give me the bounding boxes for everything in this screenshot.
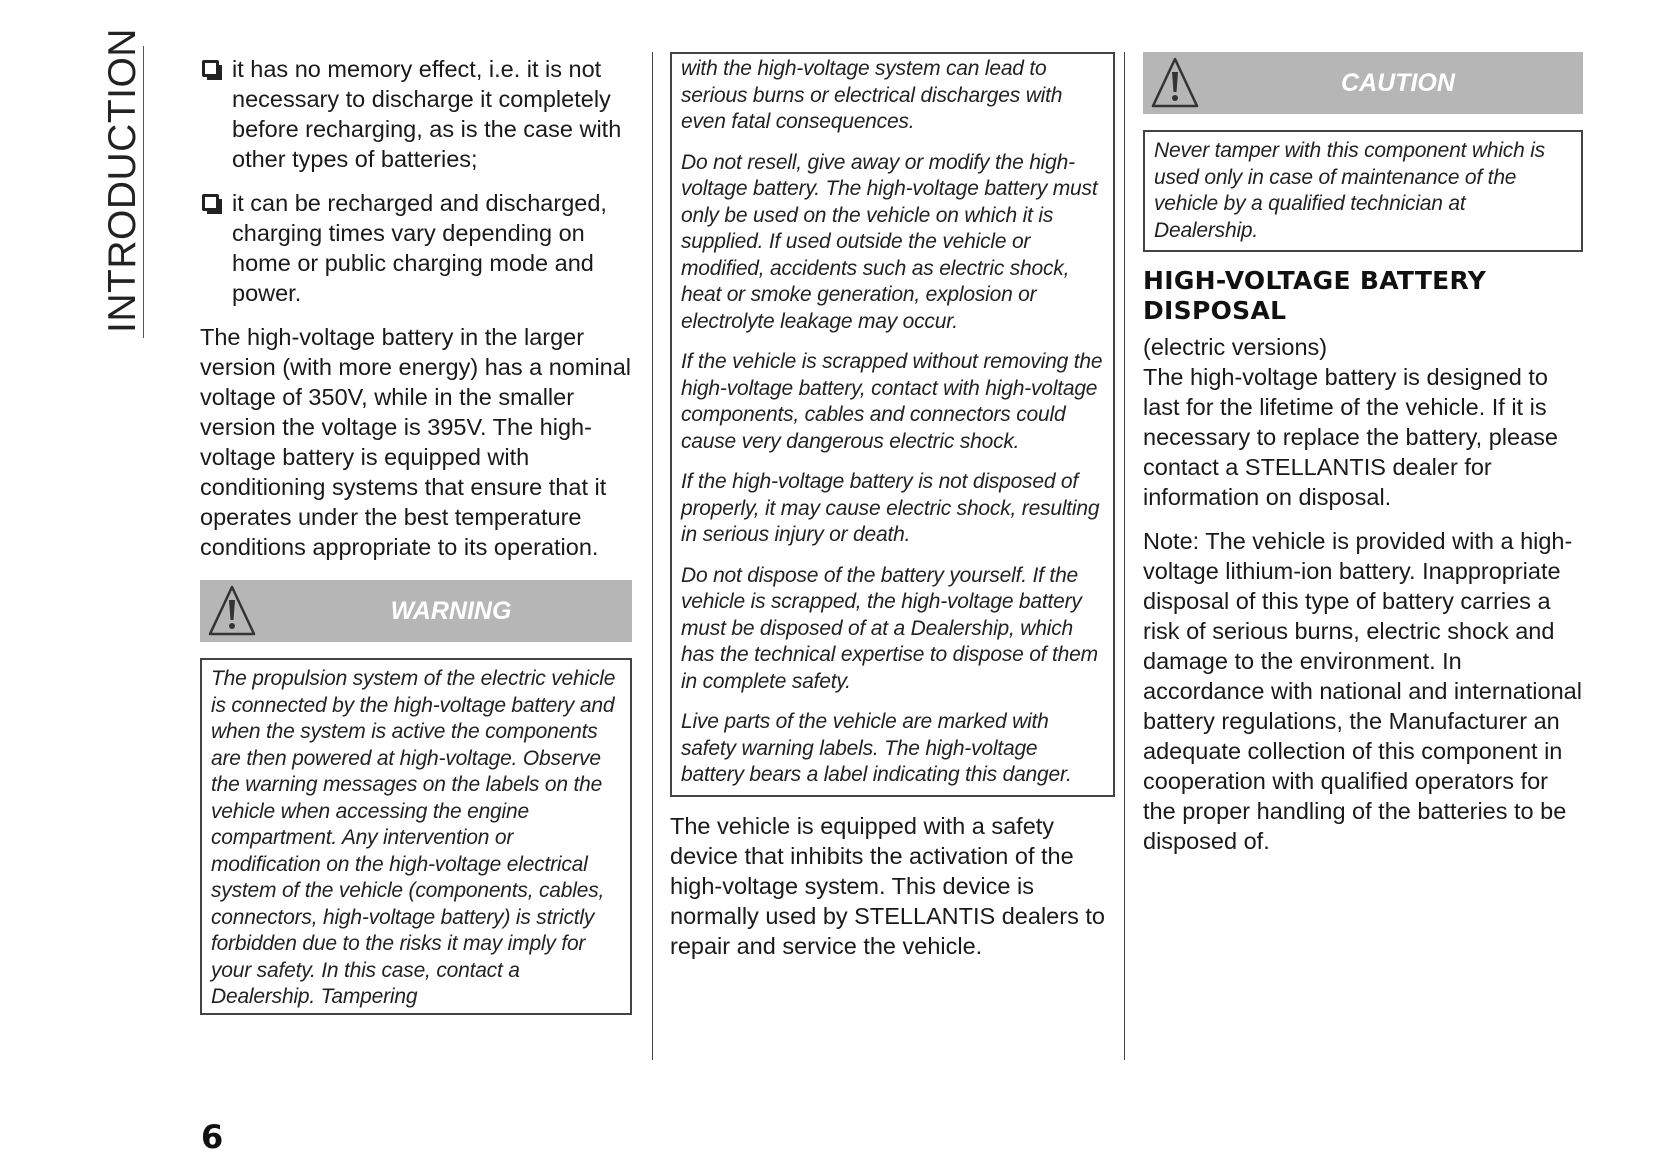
note-label: Note:	[1143, 528, 1200, 554]
disposal-paragraph: The high-voltage battery is designed to last for the lifetime of the vehicle. If it is necessary to replace the battery, please contact a STELLANTIS dealer for information on disposal.	[1143, 364, 1558, 510]
warning-box-continued	[670, 52, 1115, 797]
warning-text: Do not resell, give away or modify the high-voltage battery. The high-voltage battery must only be used on the vehicle on which it is supplied. If used outside the vehicle or modified, accidents such as electric shock, heat or smoke generation, explosion or electrolyte leakage may occur.	[681, 150, 1098, 333]
section-heading: HIGH-VOLTAGE BATTERY DISPOSAL	[1143, 266, 1487, 325]
warning-text: The propulsion system of the electric vehicle is connected by the high-voltage battery and when the system is active the components are then powered at high-voltage. Observe the warning messages on the labels on the vehicle when accessing the engine compartment. Any intervention or modification on the high-voltage electrical system of the vehicle (components, cables, connectors, high-voltage battery) is strictly forbidden due to the risks it may imply for your safety. In this case, contact a Dealership. Tampering	[211, 667, 616, 1008]
column-3	[1143, 52, 1583, 870]
warning-text: Do not dispose of the battery yourself. If the vehicle is scrapped, the high-voltage battery must be disposed of at a Dealership, which has the technical expertise to dispose of them in complete safety.	[681, 563, 1098, 693]
warning-box	[200, 658, 632, 1015]
bullet-item: it has no memory effect, i.e. it is not necessary to discharge it completely before recharging, as is the case with other types of batteries;	[200, 54, 632, 174]
section-subtitle: (electric versions)	[1143, 334, 1328, 360]
caution-banner	[1143, 52, 1583, 114]
bullet-item: it can be recharged and discharged, charging times vary depending on home or public charging mode and power.	[200, 188, 632, 308]
note-paragraph	[1143, 526, 1583, 856]
caution-box	[1143, 130, 1583, 252]
column-divider-2	[1124, 52, 1125, 1060]
warning-text: If the high-voltage battery is not disposed of properly, it may cause electric shock, resulting in serious injury or death.	[681, 470, 1100, 546]
warning-icon	[206, 584, 258, 638]
note-text: The vehicle is provided with a high-voltage lithium-ion battery. Inappropriate disposal of this type of battery carries a risk of serious burns, electric shock and damage to the environment. In accordance with national and international battery regulations, the Manufacturer an adequate collection of this component in cooperation with qualified operators for the proper handling of the batteries to be disposed of.	[1143, 528, 1582, 854]
warning-title: WARNING	[390, 597, 512, 625]
page-number: 6	[201, 1118, 224, 1156]
caution-text: Never tamper with this component which is used only in case of maintenance of the vehicle by a qualified technician at Dealership.	[1154, 139, 1545, 242]
section-tab	[101, 28, 144, 338]
safety-device-paragraph: The vehicle is equipped with a safety device that inhibits the activation of the high-voltage system. This device is normally used by STELLANTIS dealers to repair and service the vehicle.	[670, 812, 1105, 959]
warning-text: Live parts of the vehicle are marked with safety warning labels. The high-voltage battery bears a label indicating this danger.	[681, 710, 1072, 786]
column-divider-1	[652, 52, 653, 1060]
caution-icon	[1149, 56, 1201, 110]
checkbox-bullet-icon	[202, 60, 219, 77]
warning-text: with the high-voltage system can lead to serious burns or electrical discharges with even fatal consequences.	[681, 57, 1063, 133]
battery-voltage-paragraph: The high-voltage battery in the larger version (with more energy) has a nominal voltage of 350V, while in the smaller version the voltage is 395V. The high-voltage battery is equipped with conditioning systems that ensure that it operates under the best temperature conditions appropriate to its operation.	[200, 324, 632, 560]
warning-text: If the vehicle is scrapped without removing the high-voltage battery, contact with high-voltage components, cables and connectors could cause very dangerous electric shock.	[681, 350, 1103, 453]
checkbox-bullet-icon	[202, 194, 219, 211]
caution-title: CAUTION	[1341, 69, 1455, 97]
warning-banner	[200, 580, 632, 642]
column-2	[670, 52, 1115, 975]
column-1	[200, 54, 632, 1015]
section-tab-label: INTRODUCTION	[101, 28, 144, 333]
